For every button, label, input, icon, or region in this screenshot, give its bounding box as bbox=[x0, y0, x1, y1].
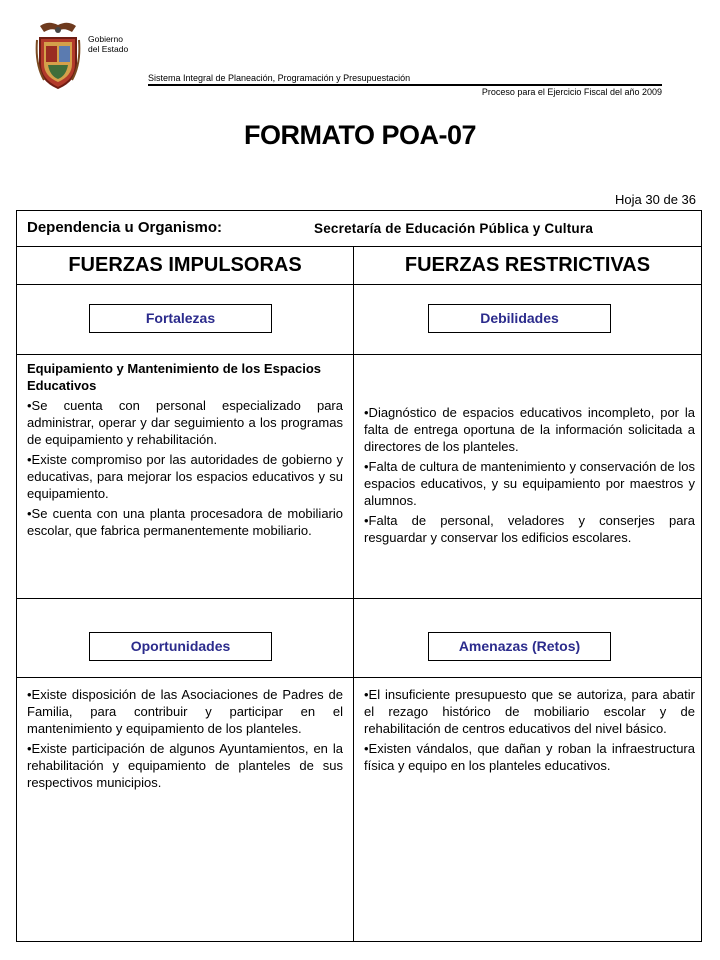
strengths-label: Fortalezas bbox=[89, 304, 272, 333]
threat-item: •El insuficiente presupuesto que se autoriza, para abatir el rezago histórico de mobiliario escolar y de rehabilitación de centros educativos del nivel básico. bbox=[364, 687, 695, 736]
fd-content-row bbox=[17, 355, 701, 599]
weakness-item: •Diagnóstico de espacios educativos incompleto, por la falta de entrega oportuna de la información solicitada a directores de los planteles. bbox=[364, 405, 695, 454]
ot-label-row bbox=[17, 599, 701, 678]
weakness-item: •Falta de personal, veladores y conserjes para resguardar y conservar los edificios escolares. bbox=[364, 513, 695, 545]
opportunity-item: •Existe participación de algunos Ayuntamientos, en la rehabilitación y equipamiento de planteles de sus respectivos municipios. bbox=[27, 741, 343, 790]
strength-item: •Se cuenta con personal especializado para administrar, operar y dar seguimiento a los programas de equipamiento y rehabilitación. bbox=[27, 398, 343, 447]
restraining-forces-header: FUERZAS RESTRICTIVAS bbox=[404, 254, 651, 276]
page-title: FORMATO POA-07 bbox=[243, 120, 477, 150]
weaknesses-cell bbox=[364, 404, 695, 549]
opportunities-label: Oportunidades bbox=[89, 632, 272, 661]
state-seal-logo bbox=[34, 18, 82, 94]
threats-label: Amenazas (Retos) bbox=[428, 632, 611, 661]
swot-table bbox=[16, 210, 702, 942]
process-label: Proceso para el Ejercicio Fiscal del año 2009 bbox=[481, 87, 662, 97]
strength-item: •Existe compromiso por las autoridades de gobierno y educativas, para mejorar los espacios educativos y su equipamiento. bbox=[27, 452, 343, 501]
opportunities-cell bbox=[27, 686, 343, 794]
gov-line-2: del Estado bbox=[88, 43, 129, 54]
threat-item: •Existen vándalos, que dañan y roban la infraestructura física y equipo en los planteles educativos. bbox=[364, 741, 695, 773]
strengths-subtitle: Equipamiento y Mantenimiento de los Espacios Educativos bbox=[27, 361, 321, 393]
dependency-label: Dependencia u Organismo: bbox=[27, 219, 223, 236]
weakness-item: •Falta de cultura de mantenimiento y conservación de los espacios educativos, y su equipamiento por maestros y alumnos. bbox=[364, 459, 695, 508]
driving-forces-header: FUERZAS IMPULSORAS bbox=[68, 254, 302, 276]
government-label bbox=[88, 35, 128, 54]
page-number: Hoja 30 de 36 bbox=[615, 192, 696, 207]
ot-content-row bbox=[17, 678, 701, 942]
strength-item: •Se cuenta con una planta procesadora de mobiliario escolar, que fabrica permanentemente mobiliario. bbox=[27, 506, 343, 538]
dependency-value: Secretaría de Educación Pública y Cultura bbox=[314, 221, 594, 236]
strengths-cell bbox=[27, 360, 343, 542]
opportunity-item: •Existe disposición de las Asociaciones de Padres de Familia, para contribuir y participar en el mantenimiento y equipamiento de los planteles. bbox=[27, 687, 343, 736]
system-name: Sistema Integral de Planeación, Programación y Presupuestación bbox=[148, 73, 411, 83]
column-headers bbox=[17, 247, 701, 285]
weaknesses-label: Debilidades bbox=[428, 304, 611, 333]
header-divider bbox=[148, 84, 662, 86]
threats-cell bbox=[364, 686, 695, 777]
gov-line-1: Gobierno bbox=[88, 34, 123, 44]
dependency-row bbox=[17, 211, 701, 247]
fd-label-row bbox=[17, 285, 701, 355]
